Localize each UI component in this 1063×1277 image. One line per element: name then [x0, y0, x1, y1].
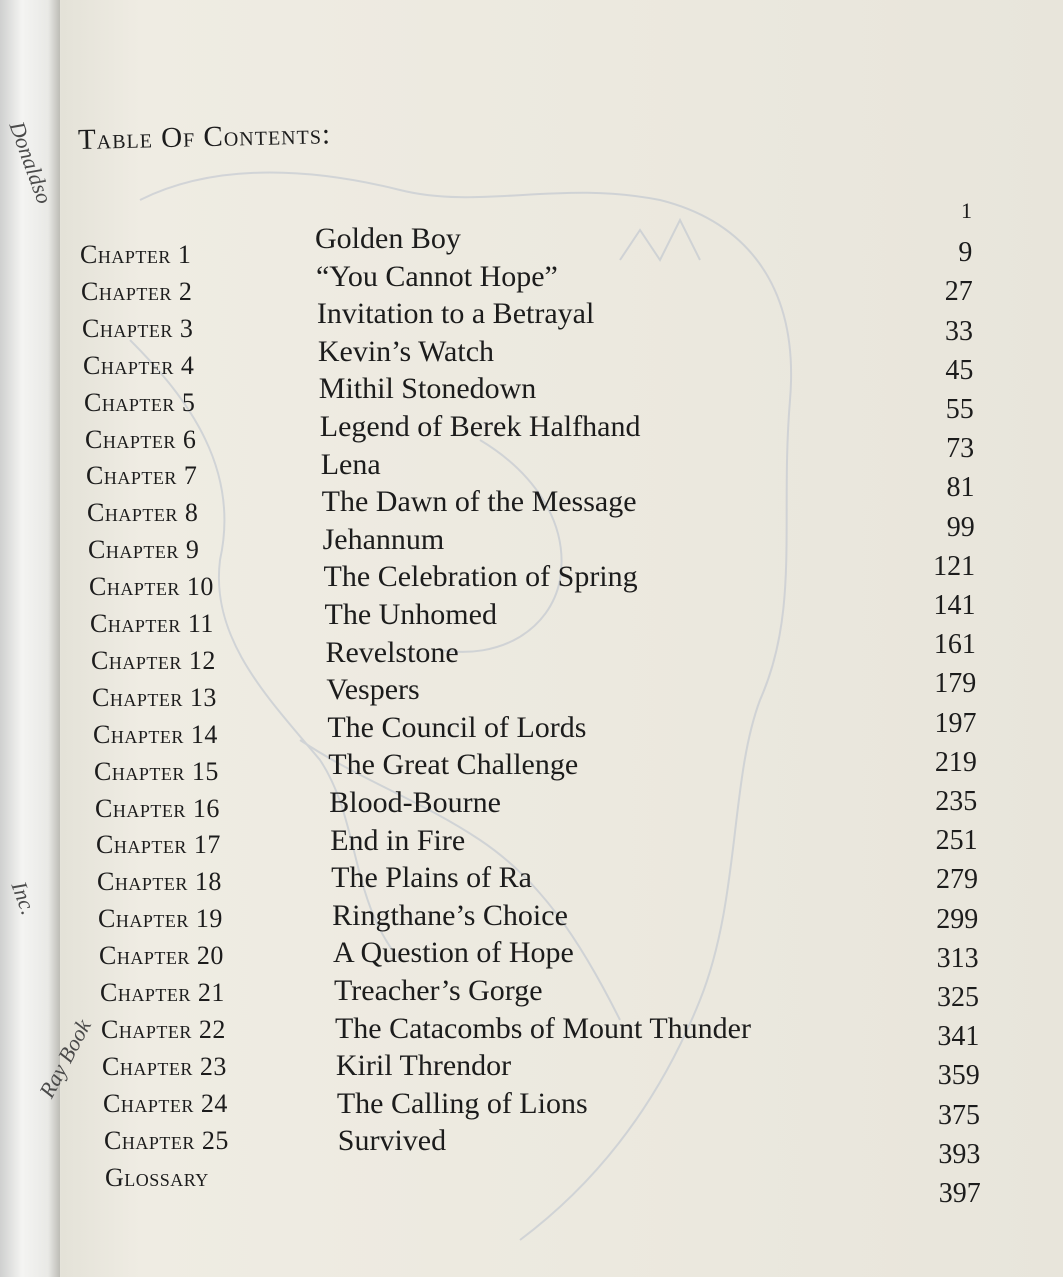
page-number: 33 [945, 315, 974, 347]
page-number: 235 [935, 786, 978, 817]
chapter-title: The Plains of Ra [331, 861, 532, 895]
chapter-label: Chapter 15 [94, 756, 219, 786]
chapter-title: Invitation to a Betrayal [316, 297, 595, 331]
page-number: 341 [937, 1021, 980, 1053]
page-number: 397 [938, 1178, 981, 1209]
chapter-label: Chapter 21 [100, 978, 225, 1007]
page-number: 45 [945, 354, 974, 386]
chapter-label: Chapter 12 [91, 645, 216, 675]
page-number: 197 [934, 707, 977, 739]
chapter-title: Kevin’s Watch [317, 334, 495, 368]
chapter-title: Lena [320, 447, 381, 481]
chapter-title: Ringthane’s Choice [332, 898, 568, 932]
chapter-title: The Great Challenge [328, 748, 579, 782]
chapter-label: Chapter 14 [93, 719, 218, 749]
chapter-title: End in Fire [330, 823, 466, 857]
chapter-label: Chapter 2 [81, 276, 193, 306]
chapter-title: The Calling of Lions [336, 1086, 588, 1120]
page-number: 55 [945, 394, 974, 425]
chapter-title: “You Cannot Hope” [315, 259, 558, 293]
chapter-title: A Question of Hope [333, 936, 574, 970]
chapter-title: Mithil Stonedown [318, 372, 537, 406]
chapter-title: Jehannum [322, 522, 445, 556]
page-number: 161 [933, 629, 976, 661]
page-number: 375 [938, 1099, 981, 1131]
chapter-label: Chapter 9 [88, 535, 200, 565]
page-number: 1 [961, 198, 972, 223]
page-number: 99 [946, 511, 975, 543]
chapter-title: Blood-Bourne [329, 786, 501, 819]
page-number: 299 [936, 903, 979, 935]
chapter-title: Kiril Threndor [335, 1049, 512, 1083]
chapter-title: Vespers [326, 673, 420, 707]
chapter-title: The Catacombs of Mount Thunder [334, 1011, 751, 1045]
page-number: 81 [946, 472, 975, 504]
page-number: 141 [933, 590, 976, 621]
chapter-label: Chapter 10 [89, 572, 214, 602]
chapter-title: The Dawn of the Message [321, 485, 637, 519]
page-number: 219 [934, 746, 977, 778]
chapter-title: Treacher’s Gorge [334, 974, 543, 1007]
chapter-label: Chapter 16 [95, 793, 220, 823]
page-number: 251 [935, 825, 978, 857]
chapter-label: Chapter 3 [82, 313, 194, 343]
chapter-label: Chapter 5 [84, 387, 196, 417]
chapter-label: Chapter 8 [87, 498, 199, 528]
chapter-label: Chapter 22 [101, 1014, 226, 1044]
chapter-label: Chapter 17 [96, 830, 221, 860]
chapter-title: Survived [337, 1124, 447, 1158]
chapter-label: Chapter 7 [86, 461, 198, 491]
chapter-title: The Unhomed [324, 598, 497, 631]
chapter-title: Legend of Berek Halfhand [319, 410, 641, 443]
edge-text: Ray Book [34, 1015, 96, 1102]
page-number: 393 [938, 1138, 981, 1170]
chapter-label: Chapter 18 [97, 867, 222, 897]
chapter-label: Glossary [105, 1162, 209, 1192]
page-number: 27 [944, 276, 973, 308]
page-number: 73 [946, 433, 975, 465]
chapter-title: The Celebration of Spring [323, 560, 638, 594]
page-number: 313 [936, 942, 979, 974]
page-number: 121 [933, 550, 976, 582]
page-number: 279 [935, 864, 978, 896]
toc-heading: Table Of Contents: [77, 118, 332, 156]
chapter-label: Chapter 6 [85, 424, 197, 454]
edge-text: Donaldso [4, 118, 58, 207]
facing-page-edge [0, 0, 96, 1277]
chapter-title: Golden Boy [315, 222, 461, 255]
chapter-label: Chapter 1 [80, 240, 192, 269]
chapter-title: Revelstone [325, 635, 459, 669]
page-number: 179 [934, 668, 977, 700]
chapter-label: Chapter 25 [104, 1125, 229, 1155]
edge-text: Inc. [6, 878, 42, 919]
page-number: 359 [937, 1060, 980, 1092]
chapter-label: Chapter 20 [99, 941, 224, 971]
page-number: 9 [958, 237, 973, 269]
chapter-label: Chapter 13 [92, 682, 217, 712]
chapter-label: Chapter 24 [103, 1088, 228, 1118]
chapter-label: Chapter 19 [98, 904, 223, 934]
page-number: 325 [937, 982, 979, 1013]
chapter-title: The Council of Lords [327, 710, 587, 744]
chapter-label: Chapter 11 [90, 609, 214, 638]
chapter-label: Chapter 23 [102, 1051, 227, 1081]
chapter-label: Chapter 4 [83, 350, 195, 380]
